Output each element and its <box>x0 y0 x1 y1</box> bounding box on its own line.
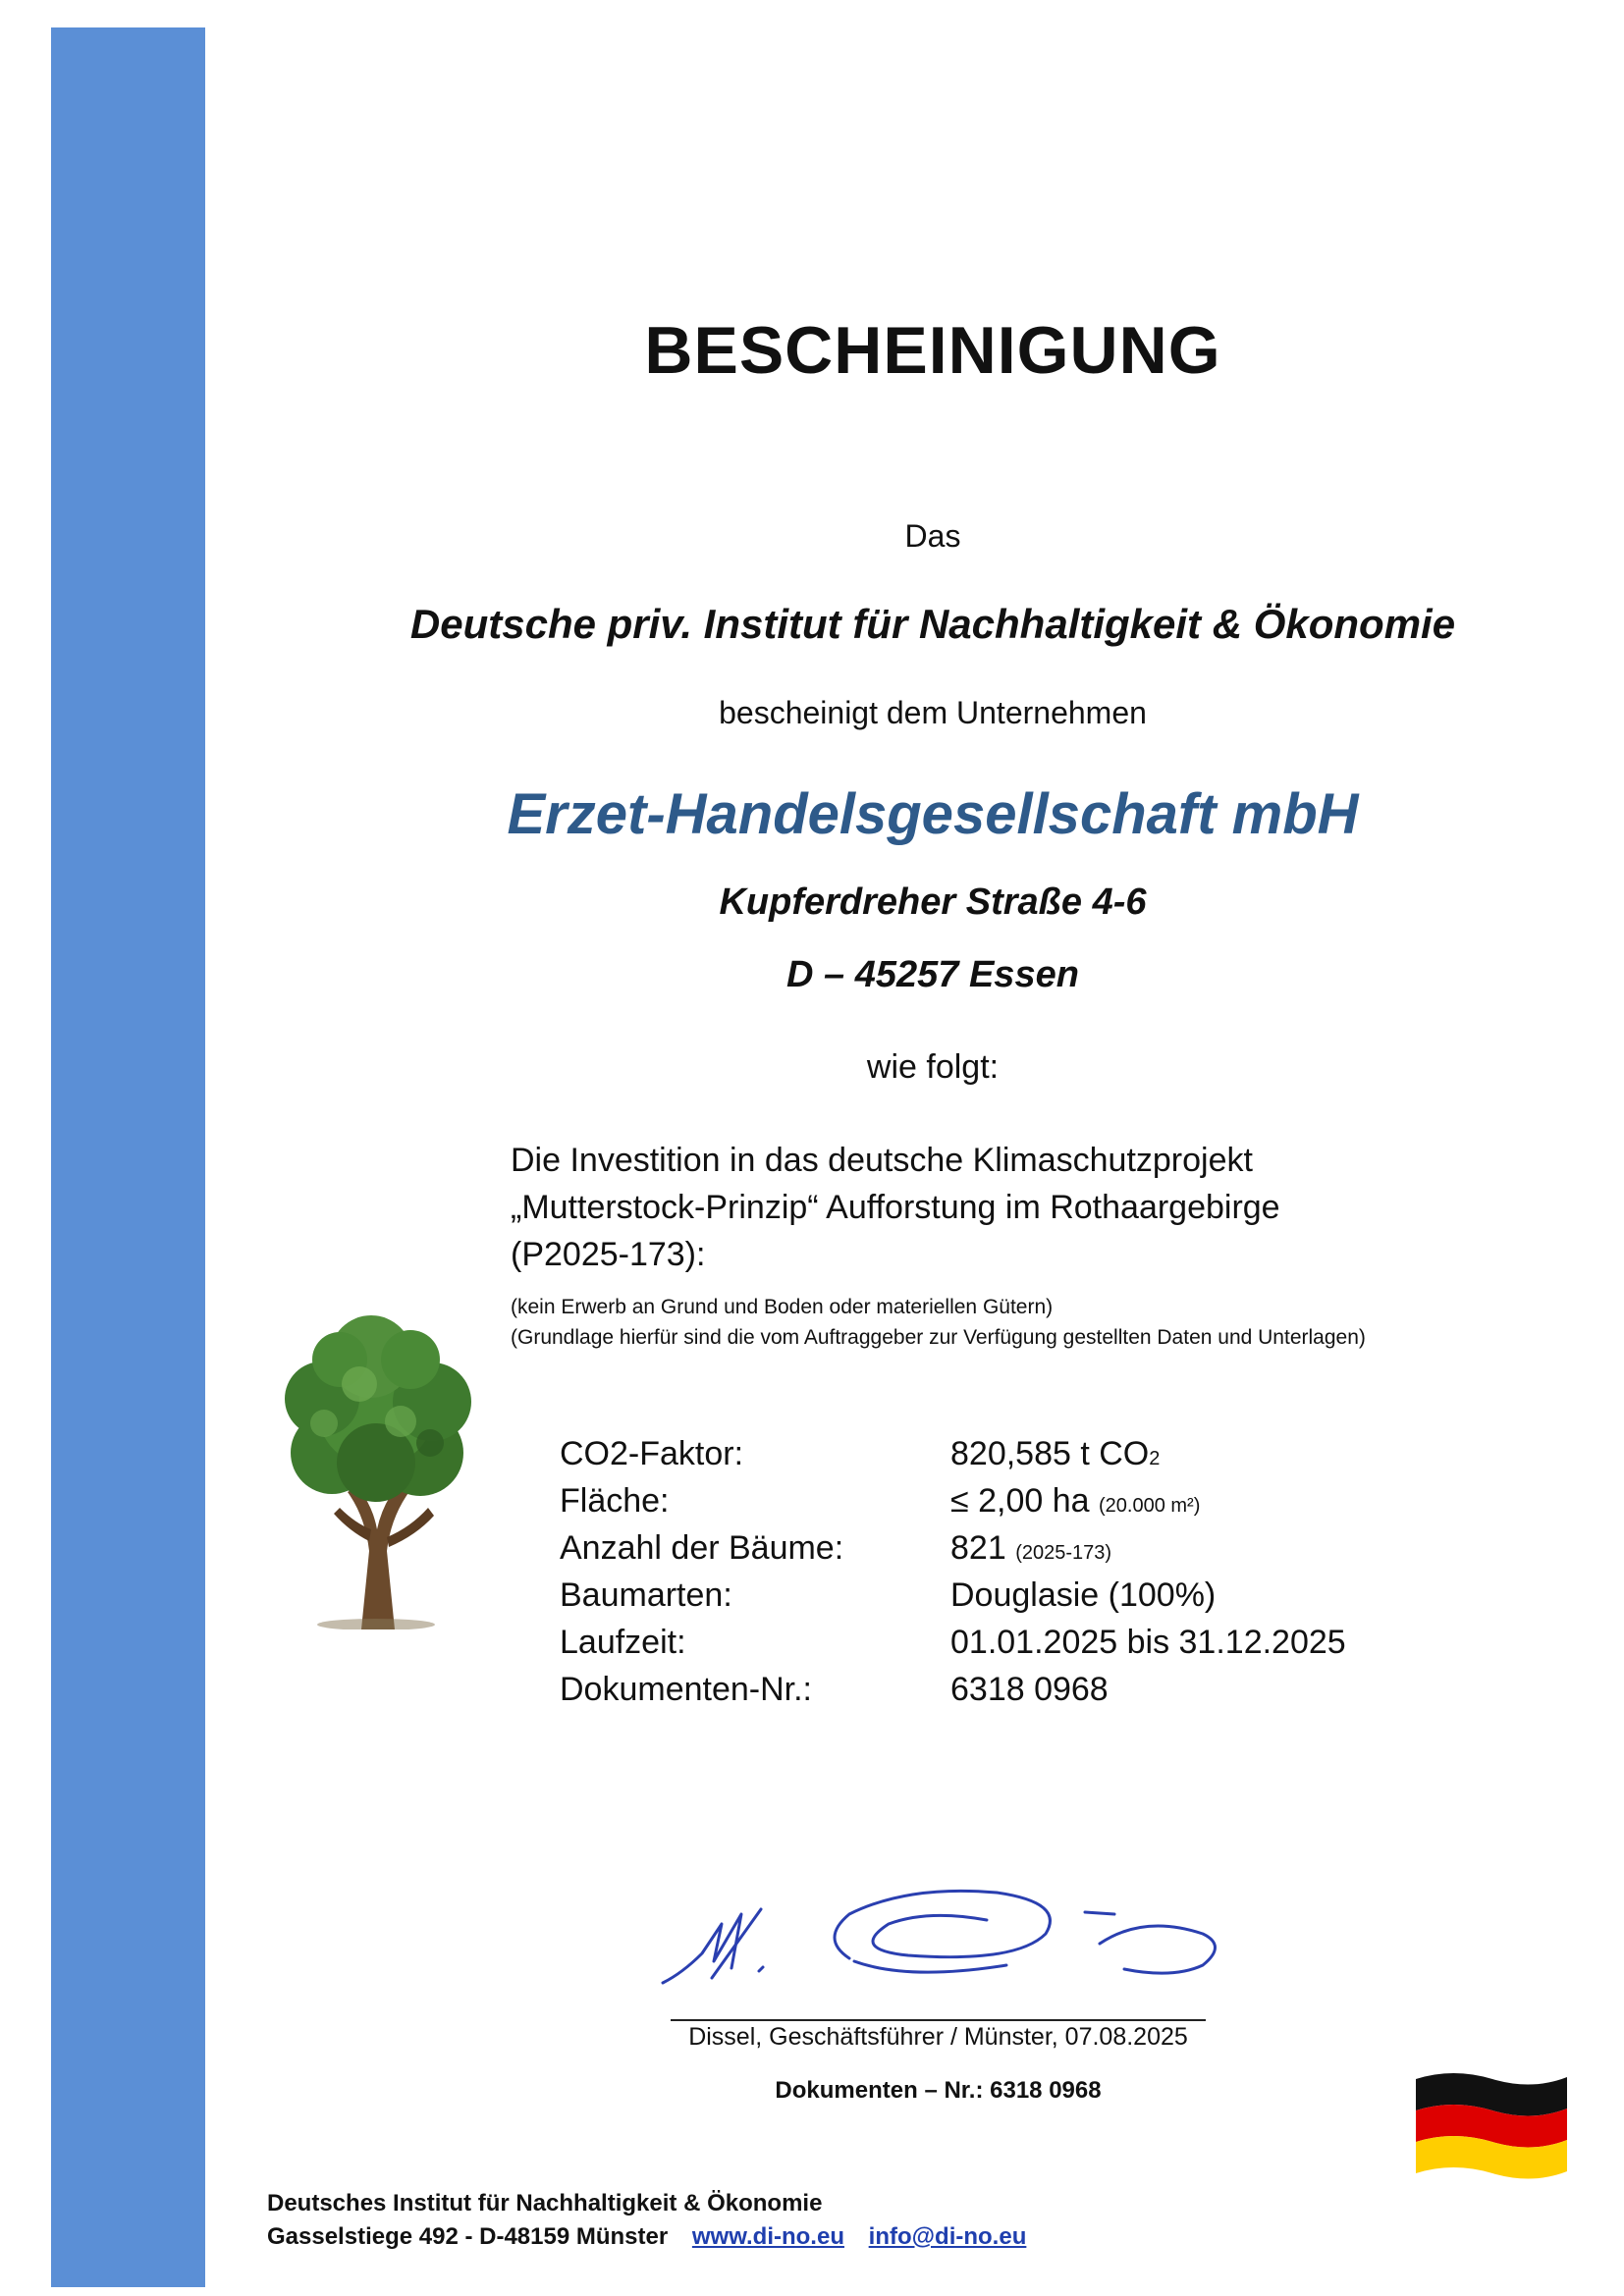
fact-value: 821 (2025-173) <box>950 1529 1112 1567</box>
signature-caption: Dissel, Geschäftsführer / Münster, 07.08.2025 <box>688 2023 1188 2051</box>
fact-small-note: (2025-173) <box>1015 1542 1112 1564</box>
company-street: Kupferdreher Straße 4-6 <box>719 881 1147 923</box>
fact-small-note: (20.000 m²) <box>1099 1495 1201 1517</box>
fact-label: Laufzeit: <box>560 1624 686 1661</box>
document-title: BESCHEINIGUNG <box>644 313 1221 388</box>
fact-row-area <box>560 1482 1551 1529</box>
facts-table <box>560 1435 1551 1718</box>
fact-row-co2 <box>560 1435 1551 1482</box>
project-notes <box>511 1292 1591 1353</box>
project-line: „Mutterstock-Prinzip“ Aufforstung im Rothaargebirge <box>511 1189 1280 1226</box>
fact-value: 820,585 t CO2 <box>950 1435 1161 1472</box>
footer-address: Gasselstiege 492 - D-48159 Münster <box>267 2223 669 2250</box>
email-link[interactable]: info@di-no.eu <box>868 2223 1027 2250</box>
side-color-bar <box>51 27 205 2287</box>
fact-label: CO2-Faktor: <box>560 1435 744 1472</box>
footer-address-line <box>267 2220 1026 2254</box>
germany-flag-icon <box>1414 2069 1569 2179</box>
signature-graphic <box>653 1885 1222 1993</box>
footer <box>267 2187 1026 2254</box>
fact-label: Anzahl der Bäume: <box>560 1529 844 1567</box>
note-line: (kein Erwerb an Grund und Boden oder materiellen Gütern) <box>511 1296 1054 1318</box>
fact-value: Douglasie (100%) <box>950 1576 1217 1614</box>
fact-row-term <box>560 1624 1551 1671</box>
institute-name: Deutsche priv. Institut für Nachhaltigkeit & Ökonomie <box>409 601 1456 647</box>
project-line: (P2025-173): <box>511 1236 706 1273</box>
fact-label: Fläche: <box>560 1482 670 1520</box>
as-follows-text: wie folgt: <box>866 1048 1000 1086</box>
company-city: D – 45257 Essen <box>786 954 1079 995</box>
fact-label: Baumarten: <box>560 1576 732 1614</box>
fact-label: Dokumenten-Nr.: <box>560 1671 812 1708</box>
fact-value: 6318 0968 <box>950 1671 1109 1708</box>
fact-row-trees <box>560 1529 1551 1576</box>
note-line: (Grundlage hierfür sind die vom Auftraggeber zur Verfügung gestellten Daten und Unterlagen) <box>511 1326 1366 1349</box>
website-link[interactable]: www.di-no.eu <box>691 2223 844 2250</box>
fact-value: ≤ 2,00 ha (20.000 m²) <box>950 1482 1201 1520</box>
company-name: Erzet-Handelsgesellschaft mbH <box>507 782 1359 846</box>
fact-value: 01.01.2025 bis 31.12.2025 <box>950 1624 1346 1661</box>
document-number-line: Dokumenten – Nr.: 6318 0968 <box>775 2077 1102 2104</box>
fact-row-species <box>560 1576 1551 1624</box>
tree-illustration <box>263 1306 489 1629</box>
certifies-text: bescheinigt dem Unternehmen <box>719 695 1147 730</box>
signature-line <box>671 2019 1206 2021</box>
fact-row-document-number <box>560 1671 1551 1718</box>
footer-name: Deutsches Institut für Nachhaltigkeit & Ökonomie <box>267 2190 823 2216</box>
intro-text: Das <box>904 518 961 554</box>
project-line: Die Investition in das deutsche Klimaschutzprojekt <box>511 1142 1253 1179</box>
subscript: 2 <box>1149 1448 1161 1469</box>
project-description <box>511 1137 1551 1278</box>
